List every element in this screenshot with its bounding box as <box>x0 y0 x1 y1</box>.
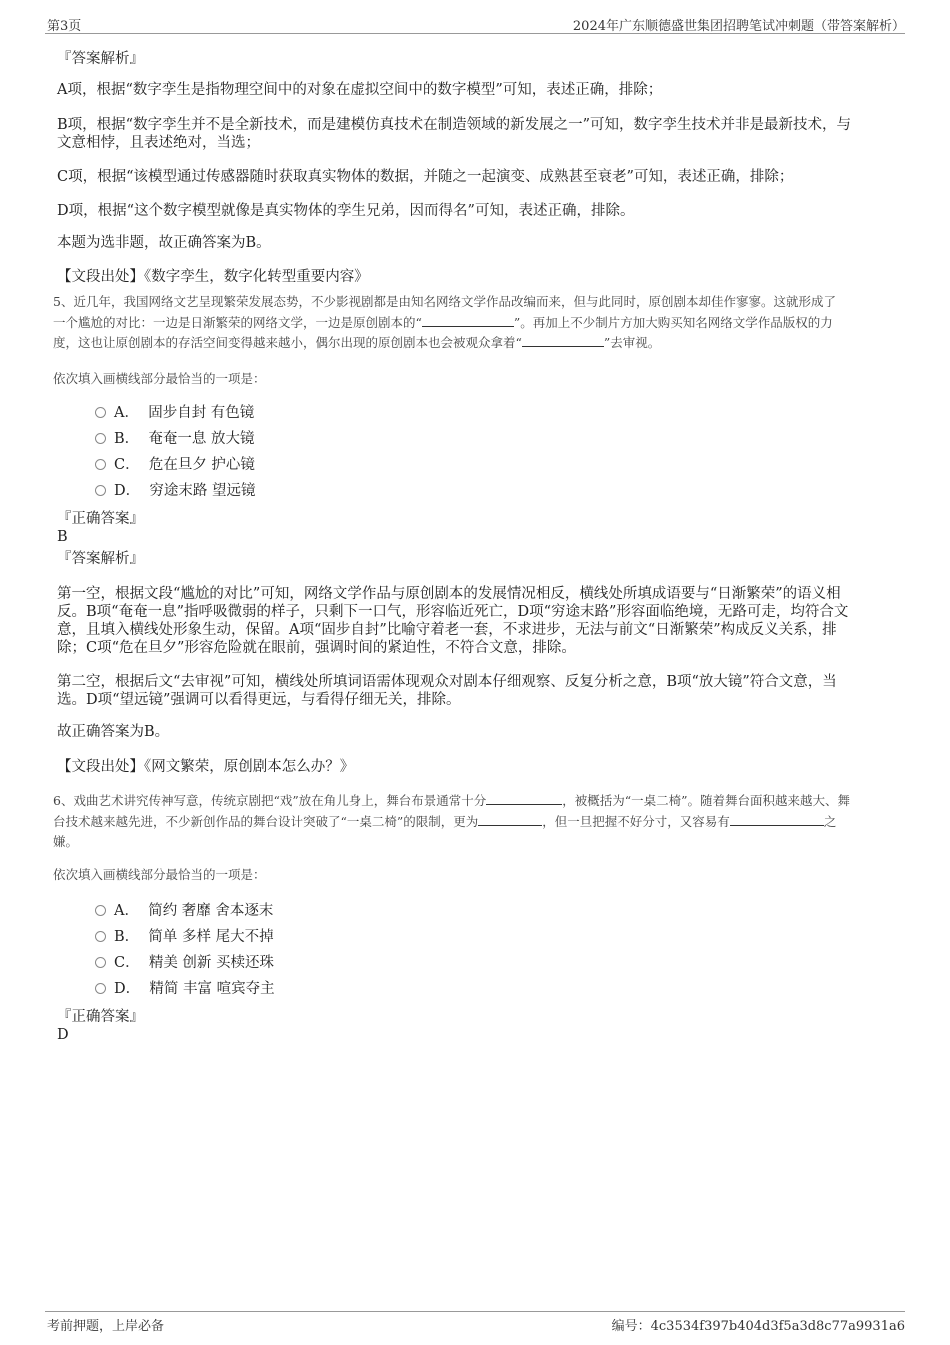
question-5-stem: 5、近几年，我国网络文艺呈现繁荣发展态势，不少影视剧都是由知名网络文学作品改编而来，但与此同时，原创剧本却佳作寥寥。这就形成了 一个尴尬的对比：一边是日渐繁荣的网络文学，一边是原创剧本的“ ”。再加上不少制片方加大购买知名网络文学作品版权的力 度，这也让原创剧本的存活空间变得越来越小，偶尔出现的原创剧本也会被观众拿着“ ”去审视。 <box>53 294 836 350</box>
footer-slogan: 考前押题，上岸必备 <box>47 1319 165 1334</box>
analysis-conclusion: 故正确答案为B。 <box>57 724 170 740</box>
source-citation: 【文段出处】《网文繁荣，原创剧本怎么办？》 <box>57 759 355 775</box>
correct-answer-label: 『正确答案』 <box>57 1009 144 1025</box>
question-6-prompt: 依次填入画横线部分最恰当的一项是： <box>53 867 266 882</box>
option-a[interactable]: A． 固步自封 有色镜 <box>95 404 254 422</box>
option-b[interactable]: B． 简单 多样 尾大不掉 <box>95 928 274 946</box>
analysis-paragraph-1: 第一空，根据文段“尴尬的对比”可知，网络文学作品与原创剧本的发展情况相反，横线处所填成语要与“日渐繁荣”的语义相 反。B项“奄奄一息”指呼吸微弱的样子，只剩下一口气，形容临近死亡，D项“穷途末路”形容面临绝境，无路可走，均符合文 意，且填入横线处形象生动，保留。A项“固步自封”比喻守着老一套，不求进步，无法与前文“日渐繁荣”构成反义关系，排 除；C项“危在旦夕”形容危险就在眼前，强调时间的紧迫性，不符合文意，排除。 <box>57 586 849 656</box>
option-a[interactable]: A． 简约 奢靡 舍本逐末 <box>95 902 273 920</box>
blank-line <box>522 333 604 347</box>
correct-answer: B <box>57 529 68 545</box>
document-code: 编号：4c3534f397b404d3f5a3d8c77a9931a6 <box>611 1319 905 1334</box>
analysis-label: 『答案解析』 <box>57 51 144 67</box>
option-c[interactable]: C． 精美 创新 买椟还珠 <box>95 954 274 972</box>
blank-line <box>422 313 514 327</box>
analysis-option-b: B项，根据“数字孪生并不是全新技术，而是建模仿真技术在制造领域的新发展之一”可知，数字孪生技术并非是最新技术，与 文意相悖，且表述绝对，当选； <box>57 117 851 151</box>
question-6-stem: 6、戏曲艺术讲究传神写意，传统京剧把“戏”放在角儿身上，舞台布景通常十分 ，被概括为“一桌二椅”。随着舞台面积越来越大、舞 台技术越来越先进，不少新创作品的舞台设计突破了“一桌二椅”的限制，更为 ，但一旦把握不好分寸，又容易有 之 嫌。 <box>53 793 851 849</box>
source-citation: 【文段出处】《数字孪生，数字化转型重要内容》 <box>57 269 369 285</box>
radio-icon[interactable] <box>95 407 106 418</box>
blank-line <box>478 812 542 826</box>
footer-divider <box>45 1311 905 1312</box>
analysis-option-c: C项，根据“该模型通过传感器随时获取真实物体的数据，并随之一起演变、成熟甚至衰老”可知，表述正确，排除； <box>57 169 794 185</box>
radio-icon[interactable] <box>95 459 106 470</box>
page-number: 第3页 <box>47 19 82 34</box>
radio-icon[interactable] <box>95 931 106 942</box>
correct-answer: D <box>57 1027 69 1043</box>
blank-line <box>730 812 824 826</box>
header-divider <box>45 33 905 34</box>
analysis-paragraph-2: 第二空，根据后文“去审视”可知，横线处所填词语需体现观众对剧本仔细观察、反复分析之意，B项“放大镜”符合文意，当 选。D项“望远镜”强调可以看得更远，与看得仔细无关，排除。 <box>57 674 837 708</box>
radio-icon[interactable] <box>95 433 106 444</box>
radio-icon[interactable] <box>95 957 106 968</box>
radio-icon[interactable] <box>95 983 106 994</box>
analysis-conclusion: 本题为选非题，故正确答案为B。 <box>57 235 271 251</box>
radio-icon[interactable] <box>95 485 106 496</box>
analysis-option-d: D项，根据“这个数字模型就像是真实物体的孪生兄弟，因而得名”可知，表述正确，排除。 <box>57 203 635 219</box>
option-c[interactable]: C． 危在旦夕 护心镜 <box>95 456 255 474</box>
document-title: 2024年广东顺德盛世集团招聘笔试冲刺题（带答案解析） <box>572 19 905 34</box>
blank-line <box>486 791 562 805</box>
option-d[interactable]: D． 精简 丰富 喧宾夺主 <box>95 980 275 998</box>
analysis-option-a: A项，根据“数字孪生是指物理空间中的对象在虚拟空间中的数字模型”可知，表述正确，排除； <box>57 82 663 98</box>
radio-icon[interactable] <box>95 905 106 916</box>
option-d[interactable]: D． 穷途末路 望远镜 <box>95 482 255 500</box>
question-5-prompt: 依次填入画横线部分最恰当的一项是： <box>53 371 266 386</box>
analysis-label: 『答案解析』 <box>57 551 144 567</box>
option-b[interactable]: B． 奄奄一息 放大镜 <box>95 430 254 448</box>
correct-answer-label: 『正确答案』 <box>57 511 144 527</box>
